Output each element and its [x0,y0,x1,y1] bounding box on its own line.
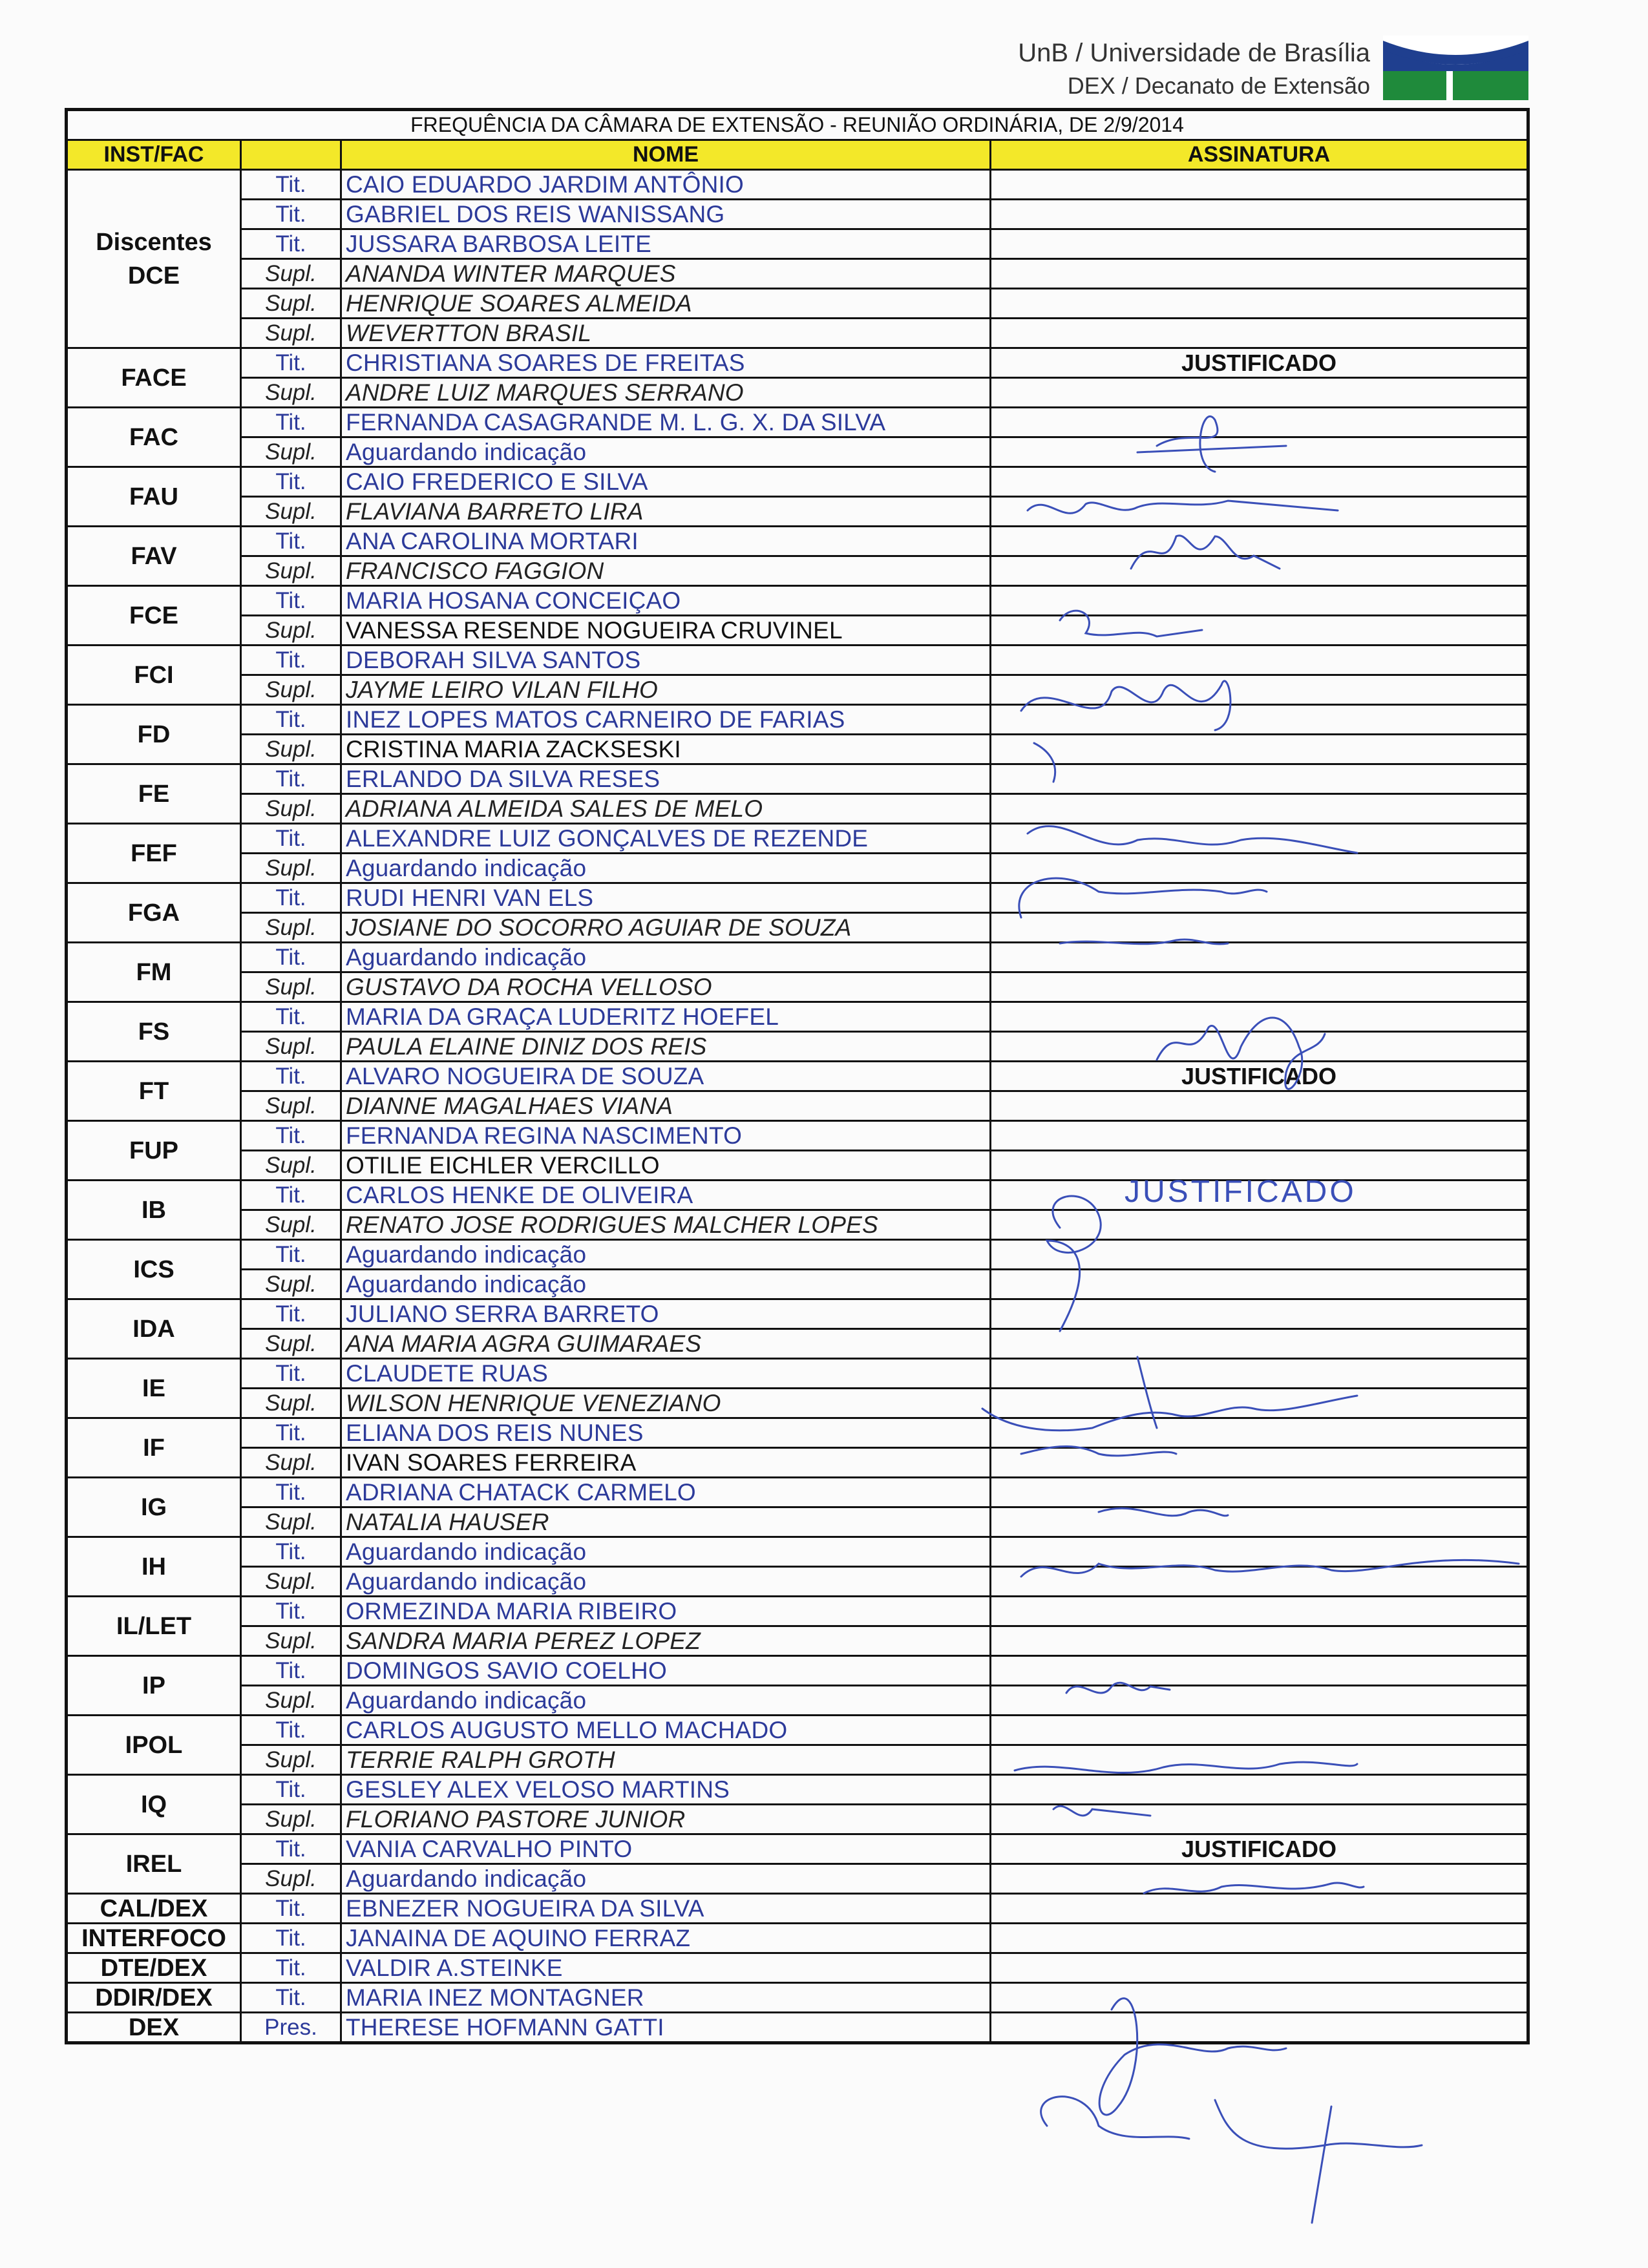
name-cell: Aguardando indicação [341,1864,991,1894]
signature-cell [991,200,1528,229]
name-cell: VANESSA RESENDE NOGUEIRA CRUVINEL [341,616,991,646]
table-row [67,1240,1528,1270]
table-row [67,646,1528,675]
table-row [67,437,1528,467]
institution-cell: FAU [67,467,241,527]
role-cell: Tit. [241,527,341,556]
role-cell: Supl. [241,794,341,824]
table-row [67,1478,1528,1507]
institution-cell: FGA [67,883,241,943]
institution-cell: FACE [67,348,241,408]
signature-cell [991,1775,1528,1805]
institution-cell: ICS [67,1240,241,1299]
table-row [67,1834,1528,1864]
table-row [67,735,1528,764]
institution-cell: IL/LET [67,1597,241,1656]
role-cell: Tit. [241,348,341,378]
table-row [67,229,1528,259]
role-cell: Tit. [241,1478,341,1507]
signature-cell [991,289,1528,319]
role-cell: Tit. [241,1894,341,1924]
signature-cell [991,1240,1528,1270]
signature-cell [991,943,1528,972]
signature-cell [991,1716,1528,1745]
signature-cell [991,824,1528,854]
table-row [67,854,1528,883]
name-cell: DEBORAH SILVA SANTOS [341,646,991,675]
signature-cell [991,1686,1528,1716]
name-cell: CAIO EDUARDO JARDIM ANTÔNIO [341,170,991,200]
name-cell: CAIO FREDERICO E SILVA [341,467,991,497]
table-row [67,972,1528,1002]
role-cell: Tit. [241,764,341,794]
role-cell: Supl. [241,972,341,1002]
institution-cell: IB [67,1181,241,1240]
role-cell: Supl. [241,319,341,348]
table-row [67,1626,1528,1656]
role-cell: Supl. [241,1091,341,1121]
table-row [67,1210,1528,1240]
signature-cell [991,586,1528,616]
table-row [67,794,1528,824]
table-row [67,1745,1528,1775]
name-cell: FLORIANO PASTORE JUNIOR [341,1805,991,1834]
name-cell: CRISTINA MARIA ZACKSESKI [341,735,991,764]
institution-cell: IF [67,1418,241,1478]
role-cell: Tit. [241,1537,341,1567]
signature-cell [991,229,1528,259]
table-row [67,1299,1528,1329]
role-cell: Supl. [241,437,341,467]
role-cell: Supl. [241,1151,341,1181]
table-row [67,1359,1528,1389]
institution-cell: IPOL [67,1716,241,1775]
role-cell: Supl. [241,1507,341,1537]
signature-cell [991,1329,1528,1359]
name-cell: CARLOS HENKE DE OLIVEIRA [341,1181,991,1210]
signature-cell [991,883,1528,913]
institution-cell: FD [67,705,241,764]
table-row [67,1002,1528,1032]
name-cell: FERNANDA REGINA NASCIMENTO [341,1121,991,1151]
signature-cell [991,408,1528,437]
role-cell: Tit. [241,943,341,972]
signature-cell [991,675,1528,705]
institution-cell: IE [67,1359,241,1418]
table-row [67,556,1528,586]
signature-cell [991,1032,1528,1062]
table-row [67,1775,1528,1805]
institution-cell: FAC [67,408,241,467]
institution-cell: DDIR/DEX [67,1983,241,2013]
signature-cell [991,1299,1528,1329]
name-cell: PAULA ELAINE DINIZ DOS REIS [341,1032,991,1062]
table-row [67,289,1528,319]
institution-cell: FUP [67,1121,241,1181]
table-row [67,1656,1528,1686]
col-header-name: NOME [341,140,991,170]
table-title: FREQUÊNCIA DA CÂMARA DE EXTENSÃO - REUNIÃO ORDINÁRIA, DE 2/9/2014 [67,110,1528,140]
name-cell: FERNANDA CASAGRANDE M. L. G. X. DA SILVA [341,408,991,437]
table-row [67,259,1528,289]
institution-cell: FE [67,764,241,824]
signature-cell: JUSTIFICADO [991,1062,1528,1091]
table-row [67,1864,1528,1894]
name-cell: Aguardando indicação [341,1537,991,1567]
role-cell: Supl. [241,1270,341,1299]
role-cell: Tit. [241,408,341,437]
name-cell: THERESE HOFMANN GATTI [341,2013,991,2043]
role-cell: Supl. [241,1626,341,1656]
table-row [67,1567,1528,1597]
role-cell: Tit. [241,1418,341,1448]
table-row [67,586,1528,616]
name-cell: FLAVIANA BARRETO LIRA [341,497,991,527]
name-cell: MARIA INEZ MONTAGNER [341,1983,991,2013]
signature-cell [991,705,1528,735]
table-row [67,1389,1528,1418]
institution-cell: IH [67,1537,241,1597]
unb-logo-icon [1383,36,1528,100]
table-row [67,1448,1528,1478]
name-cell: IVAN SOARES FERREIRA [341,1448,991,1478]
table-row [67,1597,1528,1626]
role-cell: Supl. [241,675,341,705]
role-cell: Supl. [241,913,341,943]
signature-cell [991,1151,1528,1181]
name-cell: VANIA CARVALHO PINTO [341,1834,991,1864]
table-row [67,378,1528,408]
table-row [67,2013,1528,2043]
institution-cell: FEF [67,824,241,883]
name-cell: TERRIE RALPH GROTH [341,1745,991,1775]
role-cell: Supl. [241,1686,341,1716]
handwritten-justificado: JUSTIFICADO [1125,1175,1357,1209]
institution-cell: IDA [67,1299,241,1359]
signature-cell [991,170,1528,200]
signature-cell [991,467,1528,497]
col-header-signature: ASSINATURA [991,140,1528,170]
name-cell: JOSIANE DO SOCORRO AGUIAR DE SOUZA [341,913,991,943]
role-cell: Tit. [241,229,341,259]
signature-cell [991,1091,1528,1121]
name-cell: Aguardando indicação [341,943,991,972]
role-cell: Tit. [241,1716,341,1745]
name-cell: RUDI HENRI VAN ELS [341,883,991,913]
signature-cell [991,497,1528,527]
role-cell: Supl. [241,289,341,319]
name-cell: DOMINGOS SAVIO COELHO [341,1656,991,1686]
institution-cell: FCE [67,586,241,646]
role-cell: Supl. [241,616,341,646]
signature-cell [991,1002,1528,1032]
name-cell: ANA CAROLINA MORTARI [341,527,991,556]
name-cell: GUSTAVO DA ROCHA VELLOSO [341,972,991,1002]
name-cell: OTILIE EICHLER VERCILLO [341,1151,991,1181]
name-cell: WEVERTTON BRASIL [341,319,991,348]
signature-cell [991,1359,1528,1389]
role-cell: Tit. [241,1359,341,1389]
table-row [67,824,1528,854]
role-cell: Tit. [241,646,341,675]
table-row [67,616,1528,646]
table-row [67,675,1528,705]
signature-cell [991,616,1528,646]
col-header-role [241,140,341,170]
signature-cell [991,1805,1528,1834]
signature-cell [991,1953,1528,1983]
signature-cell [991,1181,1528,1210]
signature-cell [991,1597,1528,1626]
role-cell: Tit. [241,1181,341,1210]
signature-cell [991,1864,1528,1894]
role-cell: Supl. [241,1805,341,1834]
table-row [67,1953,1528,1983]
name-cell: Aguardando indicação [341,437,991,467]
signature-cell [991,378,1528,408]
table-row [67,1418,1528,1448]
institution-cell: FT [67,1062,241,1121]
signature-cell: JUSTIFICADO [991,348,1528,378]
table-row [67,497,1528,527]
name-cell: EBNEZER NOGUEIRA DA SILVA [341,1894,991,1924]
signature-cell [991,1894,1528,1924]
role-cell: Supl. [241,259,341,289]
name-cell: JAYME LEIRO VILAN FILHO [341,675,991,705]
institution-cell: IP [67,1656,241,1716]
signature-cell [991,1656,1528,1686]
table-row [67,170,1528,200]
attendance-table [65,108,1530,2044]
role-cell: Supl. [241,497,341,527]
table-row [67,1270,1528,1299]
role-cell: Supl. [241,378,341,408]
name-cell: Aguardando indicação [341,1240,991,1270]
table-row [67,1062,1528,1091]
table-row [67,1032,1528,1062]
role-cell: Tit. [241,586,341,616]
name-cell: Aguardando indicação [341,1567,991,1597]
role-cell: Supl. [241,1389,341,1418]
name-cell: ORMEZINDA MARIA RIBEIRO [341,1597,991,1626]
role-cell: Supl. [241,556,341,586]
signature-cell [991,1389,1528,1418]
table-row [67,1924,1528,1953]
table-row [67,408,1528,437]
signature-cell [991,735,1528,764]
signature-cell [991,2013,1528,2043]
name-cell: SANDRA MARIA PEREZ LOPEZ [341,1626,991,1656]
signature-cell [991,556,1528,586]
signature-cell [991,527,1528,556]
table-row [67,1805,1528,1834]
name-cell: JANAINA DE AQUINO FERRAZ [341,1924,991,1953]
institution-cell: DTE/DEX [67,1953,241,1983]
role-cell: Tit. [241,1240,341,1270]
table-row [67,1151,1528,1181]
name-cell: INEZ LOPES MATOS CARNEIRO DE FARIAS [341,705,991,735]
role-cell: Supl. [241,735,341,764]
table-row [67,1983,1528,2013]
signature-cell [991,1270,1528,1299]
table-row [67,1686,1528,1716]
signature-cell [991,1478,1528,1507]
table-row [67,1894,1528,1924]
institution-cell: IQ [67,1775,241,1834]
name-cell: VALDIR A.STEINKE [341,1953,991,1983]
institution-cell: IREL [67,1834,241,1894]
signature-cell [991,1567,1528,1597]
signature-cell [991,1537,1528,1567]
signature-cell [991,794,1528,824]
name-cell: Aguardando indicação [341,1686,991,1716]
name-cell: HENRIQUE SOARES ALMEIDA [341,289,991,319]
name-cell: ADRIANA CHATACK CARMELO [341,1478,991,1507]
role-cell: Tit. [241,170,341,200]
institution-cell: IG [67,1478,241,1537]
table-row [67,1091,1528,1121]
table-row [67,883,1528,913]
role-cell: Tit. [241,1597,341,1626]
institution-cell: CAL/DEX [67,1894,241,1924]
table-row [67,527,1528,556]
role-cell: Tit. [241,883,341,913]
col-header-inst: INST/FAC [67,140,241,170]
name-cell: WILSON HENRIQUE VENEZIANO [341,1389,991,1418]
name-cell: ALEXANDRE LUIZ GONÇALVES DE REZENDE [341,824,991,854]
role-cell: Tit. [241,1953,341,1983]
table-row [67,705,1528,735]
role-cell: Supl. [241,1032,341,1062]
institution-cell: FCI [67,646,241,705]
name-cell: ANANDA WINTER MARQUES [341,259,991,289]
signature-cell [991,1121,1528,1151]
university-name: UnB / Universidade de Brasília [1018,39,1370,67]
signature-cell [991,1507,1528,1537]
role-cell: Tit. [241,467,341,497]
role-cell: Tit. [241,705,341,735]
table-row [67,319,1528,348]
name-cell: GESLEY ALEX VELOSO MARTINS [341,1775,991,1805]
role-cell: Supl. [241,1864,341,1894]
name-cell: FRANCISCO FAGGION [341,556,991,586]
role-cell: Supl. [241,1329,341,1359]
table-row [67,1716,1528,1745]
name-cell: NATALIA HAUSER [341,1507,991,1537]
name-cell: CHRISTIANA SOARES DE FREITAS [341,348,991,378]
table-row [67,1181,1528,1210]
role-cell: Supl. [241,1745,341,1775]
role-cell: Supl. [241,854,341,883]
signature-cell [991,646,1528,675]
role-cell: Tit. [241,1983,341,2013]
signature-cell: JUSTIFICADO [991,1834,1528,1864]
department-name: DEX / Decanato de Extensão [1067,72,1370,99]
signature-cell [991,913,1528,943]
table-row [67,764,1528,794]
name-cell: MARIA DA GRAÇA LUDERITZ HOEFEL [341,1002,991,1032]
name-cell: GABRIEL DOS REIS WANISSANG [341,200,991,229]
institution-cell: FAV [67,527,241,586]
table-row [67,1121,1528,1151]
signature-cell [991,972,1528,1002]
role-cell: Supl. [241,1448,341,1478]
institution-cell: DEX [67,2013,241,2043]
role-cell: Supl. [241,1210,341,1240]
role-cell: Tit. [241,1775,341,1805]
signature-cell [991,854,1528,883]
signature-cell [991,259,1528,289]
signature-president [1041,2097,1422,2223]
signature-cell [991,764,1528,794]
signature-cell [991,1448,1528,1478]
signature-cell [991,319,1528,348]
institution-cell: FS [67,1002,241,1062]
table-row [67,913,1528,943]
signature-cell [991,437,1528,467]
role-cell: Supl. [241,1567,341,1597]
name-cell: RENATO JOSE RODRIGUES MALCHER LOPES [341,1210,991,1240]
name-cell: MARIA HOSANA CONCEIÇAO [341,586,991,616]
table-row [67,467,1528,497]
institution-cell: FM [67,943,241,1002]
table-row [67,1507,1528,1537]
name-cell: ANDRE LUIZ MARQUES SERRANO [341,378,991,408]
role-cell: Tit. [241,1656,341,1686]
table-row [67,943,1528,972]
table-row [67,1537,1528,1567]
role-cell: Tit. [241,1834,341,1864]
signature-cell [991,1983,1528,2013]
signature-cell [991,1924,1528,1953]
role-cell: Tit. [241,824,341,854]
name-cell: Aguardando indicação [341,1270,991,1299]
name-cell: CARLOS AUGUSTO MELLO MACHADO [341,1716,991,1745]
table-header-row [67,140,1528,170]
name-cell: ADRIANA ALMEIDA SALES DE MELO [341,794,991,824]
signature-cell [991,1626,1528,1656]
table-row [67,348,1528,378]
signature-cell [991,1418,1528,1448]
name-cell: JUSSARA BARBOSA LEITE [341,229,991,259]
institution-cell: Discentes DCE [67,170,241,348]
role-cell: Tit. [241,1924,341,1953]
table-row [67,1329,1528,1359]
role-cell: Pres. [241,2013,341,2043]
role-cell: Tit. [241,1299,341,1329]
role-cell: Tit. [241,1062,341,1091]
name-cell: ERLANDO DA SILVA RESES [341,764,991,794]
role-cell: Tit. [241,1002,341,1032]
name-cell: ALVARO NOGUEIRA DE SOUZA [341,1062,991,1091]
name-cell: DIANNE MAGALHAES VIANA [341,1091,991,1121]
role-cell: Tit. [241,1121,341,1151]
name-cell: Aguardando indicação [341,854,991,883]
name-cell: CLAUDETE RUAS [341,1359,991,1389]
signature-cell [991,1210,1528,1240]
name-cell: ANA MARIA AGRA GUIMARAES [341,1329,991,1359]
institution-cell: INTERFOCO [67,1924,241,1953]
table-row [67,200,1528,229]
name-cell: JULIANO SERRA BARRETO [341,1299,991,1329]
signature-cell [991,1745,1528,1775]
name-cell: ELIANA DOS REIS NUNES [341,1418,991,1448]
role-cell: Tit. [241,200,341,229]
